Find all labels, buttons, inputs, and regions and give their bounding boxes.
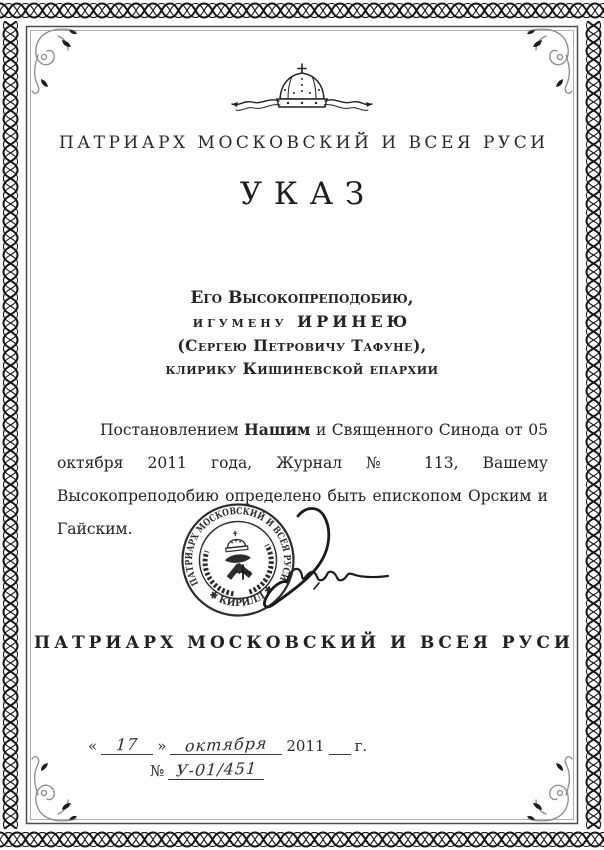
addressee-honorific: Его Высокопреподобию,	[190, 288, 414, 308]
border-top	[0, 0, 604, 21]
border-bottom	[0, 829, 604, 850]
addressee-name-line	[0, 310, 604, 334]
month-value: октября	[184, 733, 269, 756]
year-label: 2011	[286, 737, 325, 755]
addressee-block	[0, 287, 604, 380]
close-quote: »	[157, 737, 167, 755]
seal-name-text: ✱ КИРИЛЛ ✱	[207, 583, 276, 610]
seal-ring-text: ПАТРИАРХ МОСКОВСКИЙ И ВСЕЯ РУСИ	[183, 505, 293, 588]
header-title: ПАТРИАРХ МОСКОВСКИЙ И ВСЕЯ РУСИ	[58, 133, 549, 153]
number-line	[146, 760, 371, 780]
corner-flourish-top-left	[32, 29, 77, 93]
day-value: 17	[115, 734, 140, 755]
addressee-position: клирику Кишиневской епархии	[165, 359, 439, 378]
addressee-name: ИРИНЕЮ	[297, 312, 412, 331]
date-number-block	[84, 735, 371, 780]
number-label: №	[150, 762, 165, 780]
body-text-1: Постановлением	[100, 421, 245, 439]
corner-flourish-top-right	[527, 29, 572, 93]
corner-flourish-bottom-right	[527, 757, 572, 821]
open-quote: «	[88, 737, 98, 755]
body-text-bold: Нашим	[244, 420, 311, 439]
body-text-2: и Священного Синода от 05 октября 2011 года, Журнал № 113, Вашему Высокопреподобию определено быть епископом Орским и Гайским.	[57, 421, 548, 538]
number-value: У-01/451	[174, 758, 258, 781]
number-field	[168, 760, 264, 780]
addressee-secular-name: (Сергею Петровичу Тафуне),	[177, 336, 427, 355]
round-seal	[177, 499, 299, 621]
patriarchal-seal-and-signature	[166, 492, 406, 634]
month-field	[170, 735, 282, 755]
day-field	[101, 735, 153, 755]
date-line	[84, 735, 371, 755]
footer-title: ПАТРИАРХ МОСКОВСКИЙ И ВСЕЯ РУСИ	[34, 633, 574, 653]
seal-coat-of-arms	[202, 528, 274, 597]
patriarchal-mitre-icon	[230, 62, 374, 126]
addressee-rank: игумену	[192, 313, 288, 331]
year-suffix: г.	[354, 737, 368, 755]
decree-title: УКАЗ	[239, 176, 377, 212]
corner-flourish-bottom-left	[32, 757, 77, 821]
year-tail-blank	[329, 754, 351, 755]
